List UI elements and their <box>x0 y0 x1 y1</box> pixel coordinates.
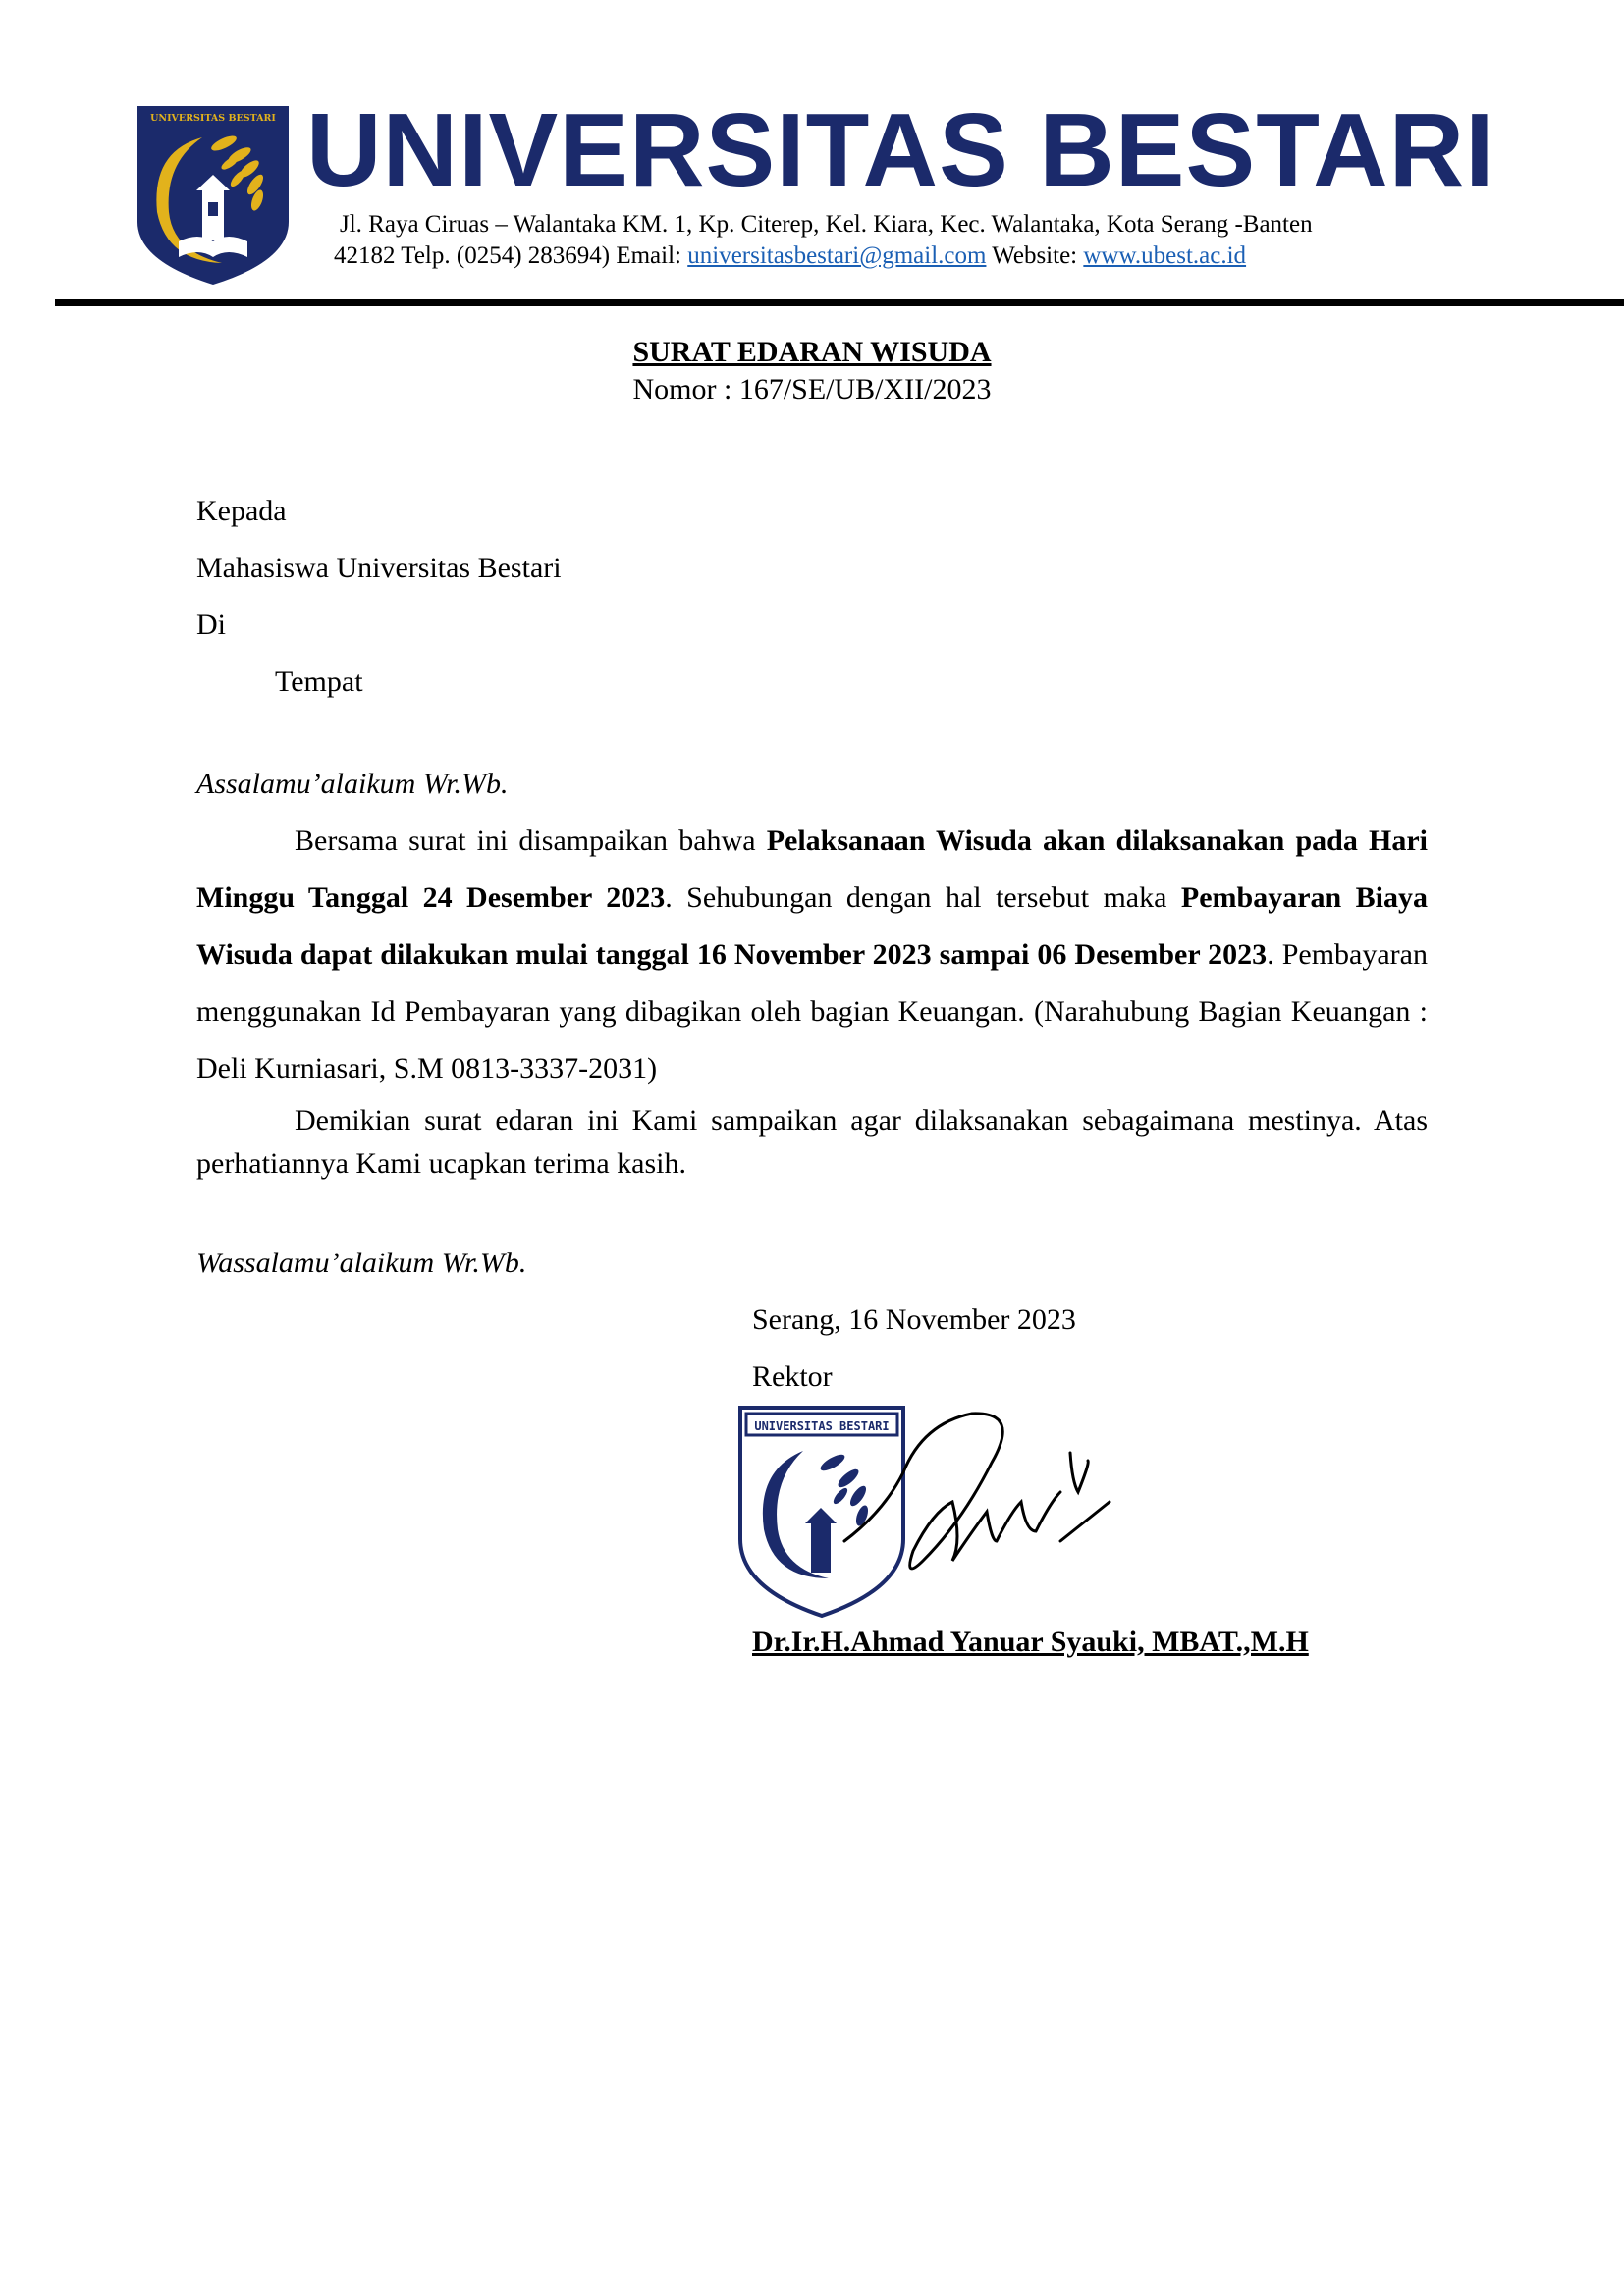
recipient-line-2: Mahasiswa Universitas Bestari <box>196 552 562 584</box>
document-number: Nomor : 167/SE/UB/XII/2023 <box>632 373 992 405</box>
logo-text: UNIVERSITAS BESTARI <box>150 113 276 124</box>
p1-text-c: . Sehubungan dengan hal tersebut maka <box>665 881 1181 914</box>
body-paragraph-1 <box>196 813 1428 1097</box>
address-phone: 42182 Telp. (0254) 283694) Email: <box>334 242 688 269</box>
address-line-2 <box>334 241 1246 271</box>
recipient-line-1: Kepada <box>196 495 287 527</box>
website-label: Website: <box>986 242 1084 269</box>
greeting: Assalamu’alaikum Wr.Wb. <box>196 768 509 800</box>
p1-text-a: Bersama surat ini disampaikan bahwa <box>295 825 767 857</box>
address-line-1: Jl. Raya Ciruas – Walantaka KM. 1, Kp. Citerep, Kel. Kiara, Kec. Walantaka, Kota Serang -Banten <box>340 211 1313 238</box>
closing: Wassalamu’alaikum Wr.Wb. <box>196 1247 527 1279</box>
header-divider <box>55 299 1624 306</box>
handwritten-signature <box>825 1394 1139 1600</box>
email-link[interactable]: universitasbestari@gmail.com <box>687 242 987 269</box>
university-name: UNIVERSITAS BESTARI <box>306 92 1495 208</box>
signature-place-date: Serang, 16 November 2023 <box>752 1304 1076 1336</box>
p1-text-e: . Pembayaran menggunakan Id Pembayaran yang dibagikan oleh bagian Keuangan. (Narahubung Bagian Keuangan : Deli Kurniasari, S.M 0813-3337-2031) <box>196 938 1428 1085</box>
recipient-line-3: Di <box>196 609 226 641</box>
website-link[interactable]: www.ubest.ac.id <box>1083 242 1247 269</box>
signature-title: Rektor <box>752 1361 833 1393</box>
university-logo <box>134 104 293 287</box>
p1-bold-payment: Pembayaran Biaya Wisuda dapat dilakukan mulai tanggal 16 November 2023 sampai 06 Desember 2023 <box>196 881 1428 971</box>
body-paragraph-2: Demikian surat edaran ini Kami sampaikan agar dilaksanakan sebagaimana mestinya. Atas perhatiannya Kami ucapkan terima kasih. <box>196 1104 1428 1180</box>
signatory-name: Dr.Ir.H.Ahmad Yanuar Syauki, MBAT.,M.H <box>752 1626 1309 1658</box>
stamp-text: UNIVERSITAS BESTARI <box>754 1419 890 1433</box>
document-title: SURAT EDARAN WISUDA <box>632 336 992 368</box>
p1-bold-event: Pelaksanaan Wisuda akan dilaksanakan pada Hari Minggu Tanggal 24 Desember 2023 <box>196 825 1428 914</box>
recipient-line-4: Tempat <box>275 666 363 698</box>
